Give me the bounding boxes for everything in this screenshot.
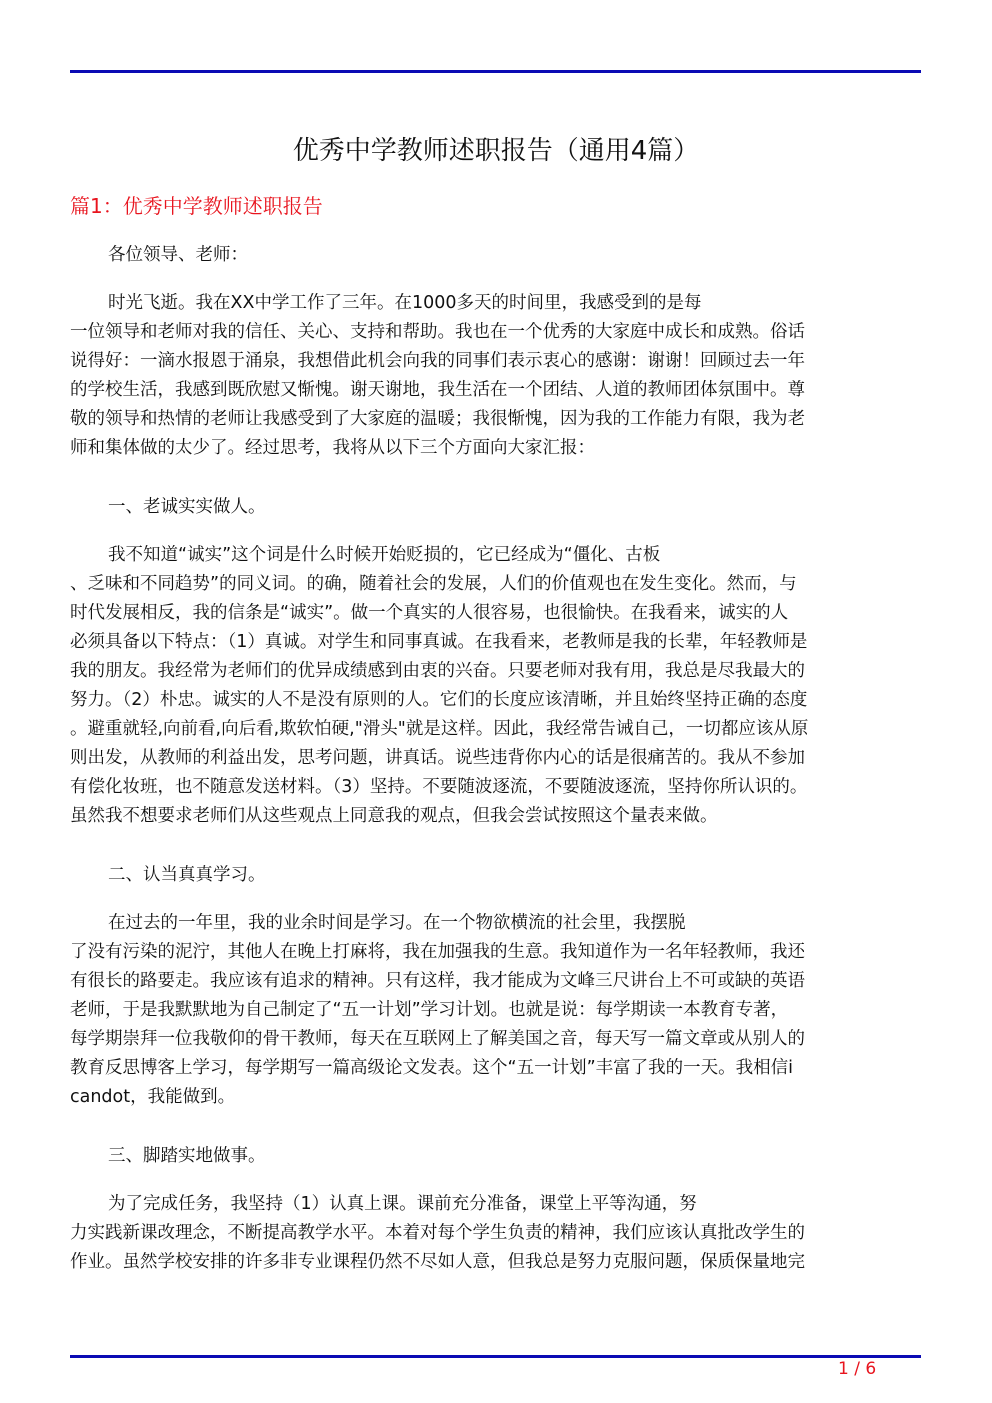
text-line: 教育反思博客上学习，每学期写一篇高级论文发表。这个“五一计划”丰富了我的一天。我相信i [70, 1058, 793, 1078]
text-line: 敬的领导和热情的老师让我感受到了大家庭的温暖；我很惭愧，因为我的工作能力有限，我为老 [70, 409, 805, 429]
text-line: 时光飞逝。我在XX中学工作了三年。在1000多天的时间里，我感受到的是每 [108, 293, 702, 313]
text-line: 、乏味和不同趋势”的同义词。的确，随着社会的发展，人们的价值观也在发生变化。然而，与 [70, 574, 797, 594]
text-line: 我的朋友。我经常为老师们的优异成绩感到由衷的兴奋。只要老师对我有用，我总是尽我最大的 [70, 661, 805, 681]
text-line: 师和集体做的太少了。经过思考，我将从以下三个方面向大家汇报： [70, 438, 595, 458]
header-rule [70, 70, 921, 73]
text-line: 时代发展相反，我的信条是“诚实”。做一个真实的人很容易，也很愉快。在我看来，诚实的人 [70, 603, 789, 623]
text-line: 虽然我不想要求老师们从这些观点上同意我的观点，但我会尝试按照这个量表来做。 [70, 806, 718, 826]
document-body [70, 241, 921, 1307]
text-line: 有很长的路要走。我应该有追求的精神。只有这样，我才能成为文峰三尺讲台上不可或缺的英语 [70, 971, 805, 991]
subheading: 三、脚踏实地做事。 [108, 1146, 266, 1166]
text-line: 了没有污染的泥泞，其他人在晚上打麻将，我在加强我的生意。我知道作为一名年轻教师，我还 [70, 942, 805, 962]
text-line: 作业。虽然学校安排的许多非专业课程仍然不尽如人意，但我总是努力克服问题，保质保量地完 [70, 1252, 805, 1272]
text-line: 则出发，从教师的利益出发，思考问题，讲真话。说些违背你内心的话是很痛苦的。我从不参加 [70, 748, 805, 768]
text-line: 一位领导和老师对我的信任、关心、支持和帮助。我也在一个优秀的大家庭中成长和成熟。俗话 [70, 322, 805, 342]
paragraph [70, 1190, 921, 1277]
text-line: candot，我能做到。 [70, 1087, 236, 1107]
text-line: 老师，于是我默默地为自己制定了“五一计划”学习计划。也就是说：每学期读一本教育专著， [70, 1000, 789, 1020]
text-line: 。避重就轻,向前看,向后看,欺软怕硬,"滑头"就是这样。因此，我经常告诫自己，一切都应该从原 [70, 719, 809, 739]
section-title: 篇1：优秀中学教师述职报告 [70, 194, 323, 218]
text-line: 为了完成任务，我坚持（1）认真上课。课前充分准备，课堂上平等沟通，努 [108, 1194, 697, 1214]
greeting: 各位领导、老师： [108, 245, 248, 265]
text-line: 每学期崇拜一位我敬仰的骨干教师，每天在互联网上了解美国之音，每天写一篇文章或从别人的 [70, 1029, 805, 1049]
text-line: 力实践新课改理念，不断提高教学水平。本着对每个学生负责的精神，我们应该认真批改学生的 [70, 1223, 805, 1243]
subheading: 一、老诚实实做人。 [108, 497, 266, 517]
paragraph [70, 541, 921, 831]
text-line: 的学校生活，我感到既欣慰又惭愧。谢天谢地，我生活在一个团结、人道的教师团体氛围中。尊 [70, 380, 805, 400]
paragraph [70, 289, 921, 463]
text-line: 努力。（2）朴忠。诚实的人不是没有原则的人。它们的长度应该清晰，并且始终坚持正确的态度 [70, 690, 808, 710]
text-line: 有偿化妆班，也不随意发送材料。（3）坚持。不要随波逐流，不要随波逐流，坚持你所认识的。 [70, 777, 808, 797]
paragraph [70, 909, 921, 1112]
text-line: 必须具备以下特点：（1）真诚。对学生和同事真诚。在我看来，老教师是我的长辈，年轻教师是 [70, 632, 808, 652]
text-line: 我不知道“诚实”这个词是什么时候开始贬损的，它已经成为“僵化、古板 [108, 545, 661, 565]
document-title: 优秀中学教师述职报告（通用4篇） [292, 136, 700, 166]
footer-rule [70, 1355, 921, 1358]
text-line: 在过去的一年里，我的业余时间是学习。在一个物欲横流的社会里，我摆脱 [108, 913, 686, 933]
text-line: 说得好：一滴水报恩于涌泉，我想借此机会向我的同事们表示衷心的感谢：谢谢！回顾过去一年 [70, 351, 805, 371]
page-number: 1 / 6 [838, 1359, 877, 1379]
subheading: 二、认当真真学习。 [108, 865, 266, 885]
